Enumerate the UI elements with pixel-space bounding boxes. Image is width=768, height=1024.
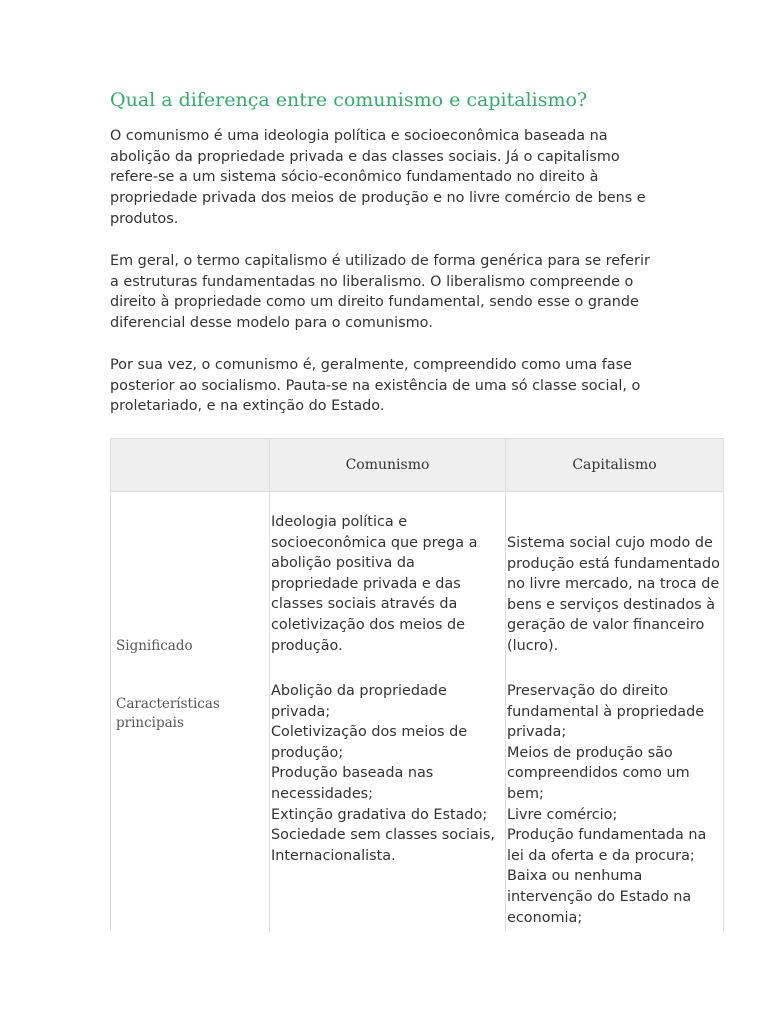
column-divider — [505, 439, 506, 932]
text-line: propriedade privada dos meios de produção e no livre comércio de bens e — [110, 190, 646, 207]
text-line: lei da oferta e da procura; — [507, 847, 695, 864]
text-line: (lucro). — [507, 637, 559, 654]
text-line: socioeconômica que prega a — [271, 534, 478, 551]
text-line: privada; — [271, 703, 331, 720]
text-line: classes sociais através da — [271, 596, 458, 613]
text-line: Livre comércio; — [507, 806, 618, 823]
text-line: direito à propriedade como um direito fundamental, sendo esse o grande — [110, 294, 639, 311]
text-line: O comunismo é uma ideologia política e socioeconômica baseada na — [110, 128, 608, 144]
text-line: Abolição da propriedade — [271, 683, 447, 699]
cell-capitalismo-significado — [507, 533, 720, 657]
text-line: refere-se a um sistema sócio-econômico fundamentado no direito à — [110, 169, 599, 186]
cell-comunismo-caracteristicas — [271, 681, 495, 866]
text-line: fundamental à propriedade — [507, 703, 705, 720]
text-line: Sistema social cujo modo de — [507, 535, 713, 551]
comparison-table — [110, 438, 724, 931]
text-line: proletariado, e na extinção do Estado. — [110, 398, 385, 415]
text-line: produção está fundamentado — [507, 555, 720, 572]
text-line: bens e serviços destinados à — [507, 596, 716, 613]
text-line: a estruturas fundamentadas no liberalismo. O liberalismo compreende o — [110, 273, 634, 290]
text-line: geração de valor financeiro — [507, 617, 705, 634]
text-line: coletivização dos meios de — [271, 616, 465, 633]
text-line: Preservação do direito — [507, 683, 669, 699]
text-line: Sociedade sem classes sociais, — [271, 827, 495, 844]
header-capitalismo: Capitalismo — [572, 457, 657, 473]
text-line: diferencial desse modelo para o comunismo. — [110, 315, 433, 332]
text-line: principais — [116, 715, 184, 731]
text-line: Coletivização dos meios de — [271, 724, 468, 741]
text-line: produtos. — [110, 210, 179, 227]
paragraph-1 — [110, 126, 670, 230]
text-line: Produção fundamentada na — [507, 827, 707, 844]
header-comunismo: Comunismo — [345, 457, 430, 473]
row-label-caracteristicas — [116, 695, 220, 733]
paragraph-2 — [110, 251, 670, 334]
text-line: produção. — [271, 637, 343, 654]
column-divider — [269, 439, 270, 932]
text-line: Por sua vez, o comunismo é, geralmente, compreendido como uma fase — [110, 357, 632, 373]
text-line: privada; — [507, 724, 567, 741]
text-line: Ideologia política e — [271, 514, 408, 530]
text-line: economia; — [507, 909, 583, 926]
text-line: necessidades; — [271, 785, 374, 802]
text-line: bem; — [507, 785, 544, 802]
cell-capitalismo-caracteristicas — [507, 681, 706, 928]
cell-comunismo-significado — [271, 512, 477, 656]
text-line: produção; — [271, 744, 344, 761]
text-line: compreendidos como um — [507, 765, 690, 782]
text-line: no livre mercado, na troca de — [507, 576, 720, 593]
text-line: Extinção gradativa do Estado; — [271, 806, 488, 823]
paragraph-3 — [110, 355, 670, 417]
text-line: Baixa ou nenhuma — [507, 868, 643, 885]
text-line: Em geral, o termo capitalismo é utilizado de forma genérica para se referir — [110, 253, 650, 269]
text-line: Produção baseada nas — [271, 765, 434, 782]
text-line: propriedade privada e das — [271, 575, 461, 592]
text-line: intervenção do Estado na — [507, 888, 692, 905]
text-line: abolição positiva da — [271, 555, 415, 572]
header-empty-cell — [111, 439, 269, 491]
text-line: Internacionalista. — [271, 847, 396, 864]
row-label-significado: Significado — [116, 638, 193, 654]
text-line: Meios de produção são — [507, 744, 673, 761]
text-line: Características — [116, 696, 220, 712]
text-line: abolição da propriedade privada e das classes sociais. Já o capitalismo — [110, 148, 620, 165]
text-line: posterior ao socialismo. Pauta-se na existência de uma só classe social, o — [110, 377, 641, 394]
article-title: Qual a diferença entre comunismo e capitalismo? — [110, 89, 588, 111]
